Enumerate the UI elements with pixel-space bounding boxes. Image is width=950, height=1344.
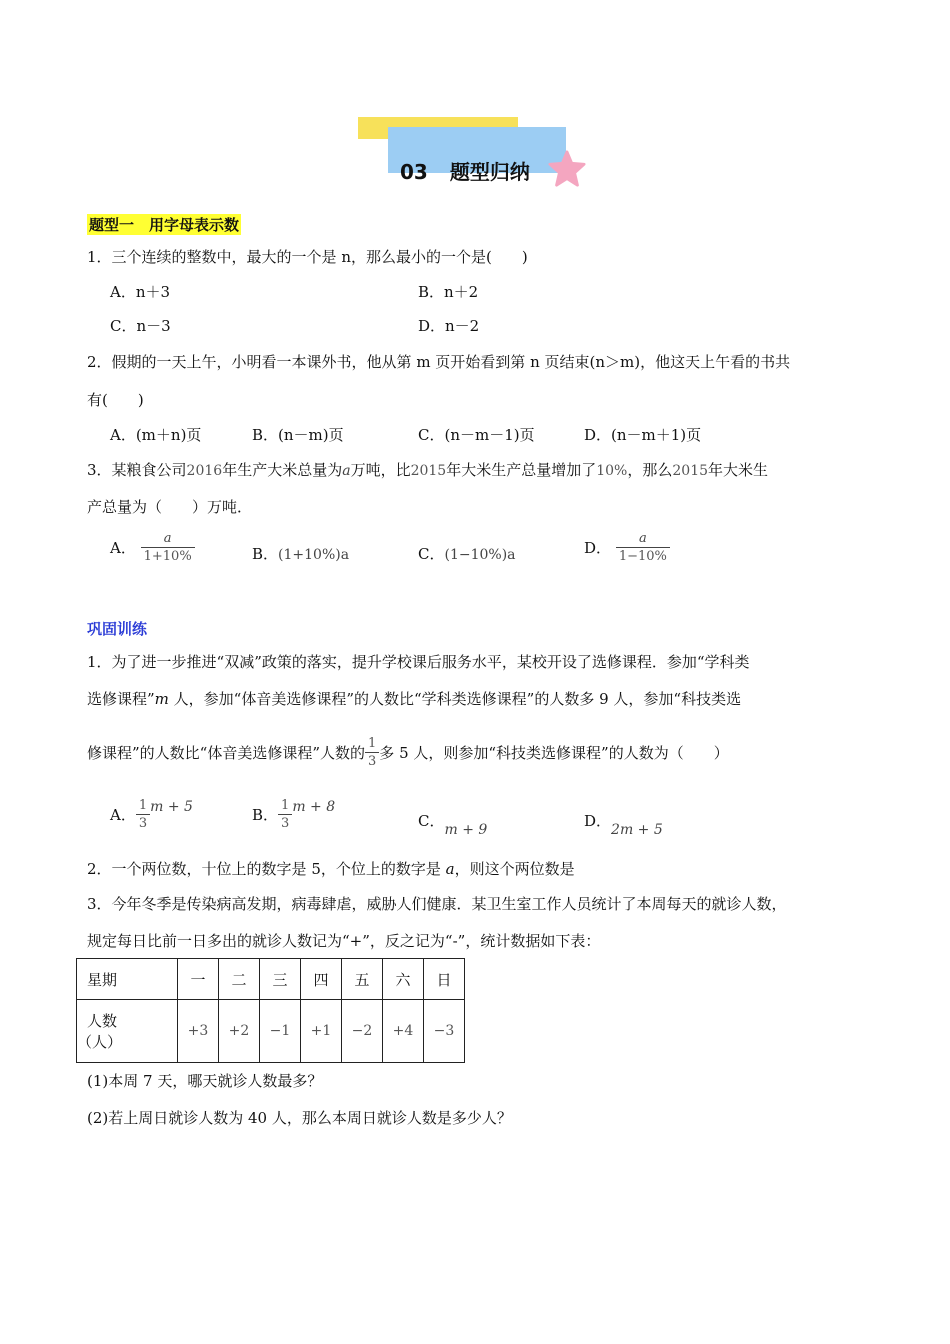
banner-text: 题型归纳 <box>449 160 530 184</box>
q3-option-b: B．(1+10%)a <box>252 545 350 563</box>
s2-q3-line2: 规定每日比前一日多出的就诊人数记为“+”，反之记为“-”，统计数据如下表： <box>87 932 601 950</box>
q3-stem-line2: 产总量为（ ）万吨． <box>87 498 253 516</box>
q3-option-a: A． $\frac{a}{1+10\%}$ <box>110 530 195 565</box>
table-day: 五 <box>342 959 383 1000</box>
q2-option-d: D．(n－m＋1)页 <box>584 426 702 444</box>
table-value: +2 <box>219 1000 260 1063</box>
table-value: +4 <box>383 1000 424 1063</box>
table-day: 日 <box>424 959 465 1000</box>
q1-option-d: D．n－2 <box>418 317 480 335</box>
table-header-label: 星期 <box>77 959 178 1000</box>
s2-q1-option-b: B． $\frac{1}{3}$ m + 8 <box>252 798 336 831</box>
q1-option-b: B．n＋2 <box>418 283 479 301</box>
table-day: 二 <box>219 959 260 1000</box>
s2-q2-text: 2．一个两位数，十位上的数字是 5，个位上的数字是 a，则这个两位数是 <box>87 860 575 878</box>
table-day: 四 <box>301 959 342 1000</box>
q3-stem-line1: 3．某粮食公司2016年生产大米总量为a万吨，比2015年大米生产总量增加了10%，那么2015年大米生 <box>87 461 769 479</box>
table-row <box>77 959 465 1000</box>
q1-option-c: C．n－3 <box>110 317 171 335</box>
q2-option-a: A．(m＋n)页 <box>110 426 202 444</box>
table-row <box>77 1000 465 1063</box>
s2-q3-line1: 3．今年冬季是传染病高发期，病毒肆虐，威胁人们健康．某卫生室工作人员统计了本周每天的就诊人数， <box>87 895 787 913</box>
s2-q3-sub1: (1)本周 7 天，哪天就诊人数最多？ <box>87 1072 323 1090</box>
s2-q1-line2: 选修课程”m 人，参加“体音美选修课程”的人数比“学科类选修课程”的人数多 9 人，参加“科技类选 <box>87 690 742 708</box>
table-day: 六 <box>383 959 424 1000</box>
section-heading-2: 巩固训练 <box>87 620 148 638</box>
s2-q1-line3: 修课程”的人数比“体音美选修课程”人数的 $\frac{1}{3}$ 多 5 人，则参加“科技类选修课程”的人数为（ ） <box>87 736 729 769</box>
one-third-fraction: $\frac{1}{3}$ <box>365 735 379 770</box>
banner-number: 03 <box>400 160 428 184</box>
table-value: −2 <box>342 1000 383 1063</box>
table-value: +3 <box>178 1000 219 1063</box>
q2-option-b: B．(n－m)页 <box>252 426 344 444</box>
section-heading-1: 题型一 用字母表示数 <box>89 216 240 234</box>
s2-q1-option-a: A． $\frac{1}{3}$ m + 5 <box>110 798 193 831</box>
q2-stem-line1: 2．假期的一天上午，小明看一本课外书，他从第 m 页开始看到第 n 页结束(n＞m)，他这天上午看的书共 <box>87 353 791 371</box>
s2-q1-line1: 1．为了进一步推进“双减”政策的落实，提升学校课后服务水平，某校开设了选修课程．参加“学科类 <box>87 653 750 671</box>
q3-d-fraction: $\frac{a}{1-10\%}$ <box>616 530 670 565</box>
star-icon <box>548 150 586 188</box>
table-value: −3 <box>424 1000 465 1063</box>
table-value: −1 <box>260 1000 301 1063</box>
table-value: +1 <box>301 1000 342 1063</box>
table-day: 一 <box>178 959 219 1000</box>
table-day: 三 <box>260 959 301 1000</box>
s2-q1-option-d: D．2m + 5 <box>584 812 663 838</box>
q1-stem: 1．三个连续的整数中，最大的一个是 n，那么最小的一个是( ) <box>87 248 528 266</box>
attendance-table <box>76 958 465 1063</box>
q1-option-a: A．n＋3 <box>110 283 171 301</box>
banner-title <box>400 156 530 185</box>
table-row-label: 人数 （人） <box>77 1000 178 1063</box>
q3-option-c: C．(1−10%)a <box>418 545 516 563</box>
s2-q1-option-c: C．m + 9 <box>418 812 488 838</box>
q2-option-c: C．(n－m－1)页 <box>418 426 535 444</box>
s2-q3-sub2: (2)若上周日就诊人数为 40 人，那么本周日就诊人数是多少人？ <box>87 1109 512 1127</box>
q2-stem-line2: 有( ) <box>87 391 144 409</box>
q3-a-fraction: $\frac{a}{1+10\%}$ <box>141 530 195 565</box>
q3-option-d: D． $\frac{a}{1-10\%}$ <box>584 530 670 565</box>
